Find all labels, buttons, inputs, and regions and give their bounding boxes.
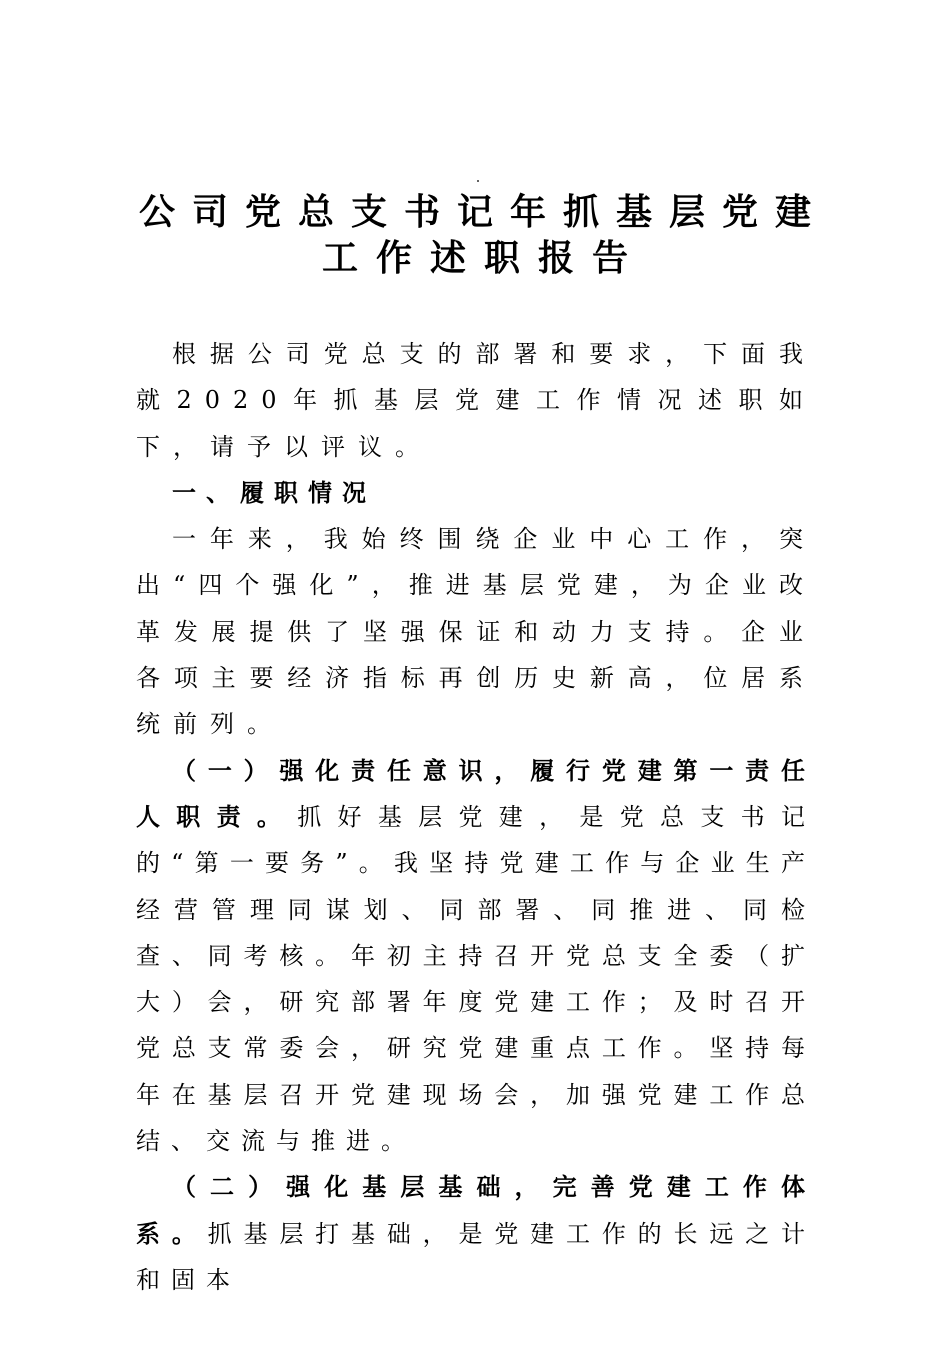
item-1-lead: （一）强化责任意识，履行党建第一责任人职责。	[136, 756, 816, 831]
item-2-body: 抓基层打基础，是党建工作的长远之计和固本	[136, 1219, 817, 1294]
section-body-paragraph: 一年来，我始终围绕企业中心工作，突出“四个强化”，推进基层党建，为企业改革发展提供了坚强保证和动力支持。企业各项主要经济指标再创历史新高，位居系统前列。	[136, 525, 816, 739]
document-body	[136, 331, 816, 1303]
item-1-paragraph	[136, 748, 816, 1165]
decorative-dot	[477, 180, 479, 182]
document-title-line-1: 公司党总支书记年抓基层党建	[138, 192, 828, 233]
item-1-body: 抓好基层党建，是党总支书记的“第一要务”。我坚持党建工作与企业生产经营管理同谋划、同部署、同推进、同检查、同考核。年初主持召开党总支全委（扩大）会，研究部署年度党建工作；及时召开党总支常委会，研究党建重点工作。坚持每年在基层召开党建现场会，加强党建工作总结、交流与推进。	[136, 802, 816, 1156]
document-title-line-2: 工作述职报告	[321, 238, 646, 279]
section-heading: 一、履职情况	[172, 478, 376, 507]
item-2-lead: （二）强化基层基础，完善党建工作体系。	[136, 1173, 816, 1248]
item-2-paragraph	[136, 1164, 816, 1303]
intro-paragraph: 根据公司党总支的部署和要求，下面我就2020年抓基层党建工作情况述职如下，请予以评议。	[136, 340, 816, 461]
